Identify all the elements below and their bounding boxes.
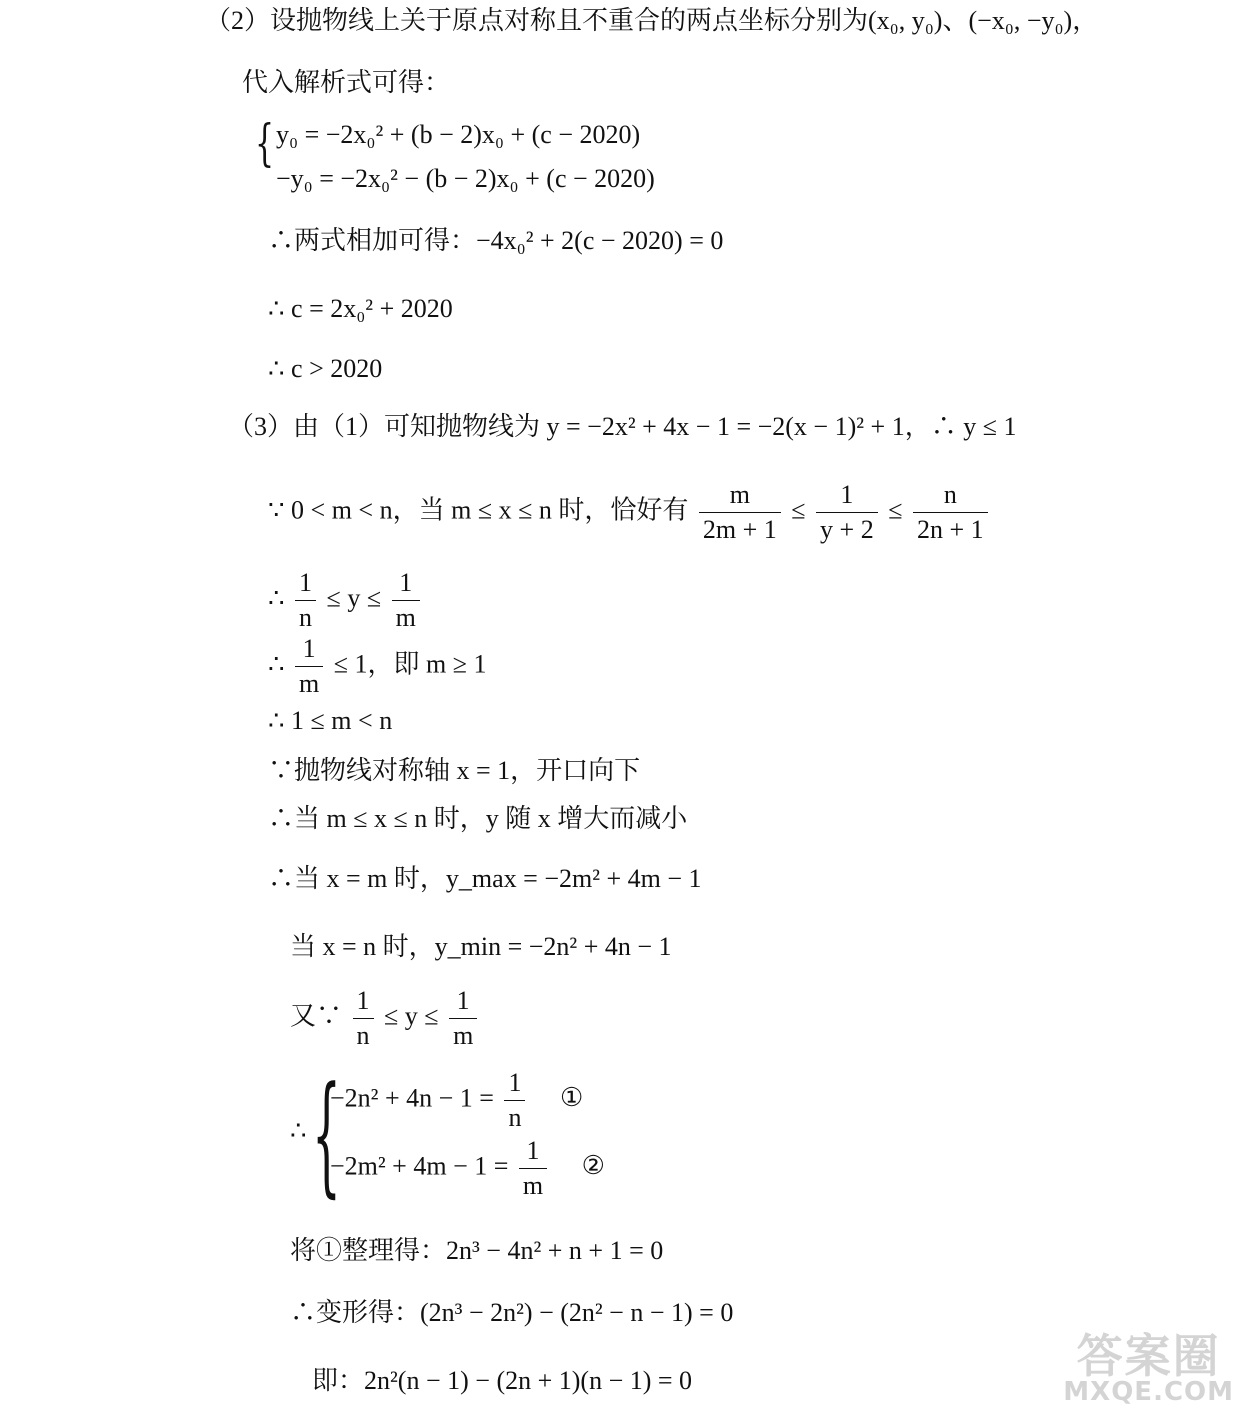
numerator: m — [699, 478, 781, 513]
system2-eq1 — [330, 1066, 583, 1135]
denominator: n — [299, 603, 313, 632]
fraction-1-over-m — [392, 566, 420, 635]
le-sign: ≤ — [791, 495, 806, 525]
system1-eq1: y₀ = −2x₀² + (b − 2)x₀ + (c − 2020) — [276, 120, 641, 149]
rearrange-line: 将①整理得：2n³ − 4n² + n + 1 = 0 — [290, 1236, 664, 1265]
therefore-sign: ∴ — [290, 1116, 307, 1145]
circled-one: ① — [559, 1083, 584, 1113]
range-text: ≤ y ≤ — [384, 1001, 439, 1031]
c-expression: ∴ c = 2x₀² + 2020 — [268, 294, 453, 323]
fraction-1-over-n — [353, 984, 374, 1053]
numerator: 1 — [816, 478, 878, 513]
le-sign: ≤ — [888, 495, 903, 525]
ymin-line: 当 x = n 时，y_min = −2n² + 4n − 1 — [290, 932, 672, 961]
condition-line — [268, 478, 992, 547]
denominator: m — [299, 669, 320, 698]
sum-equation: ∴两式相加可得：−4x₀² + 2(c − 2020) = 0 — [268, 226, 724, 255]
denominator: m — [453, 1021, 474, 1050]
substitute-line: 代入解析式可得： — [242, 68, 451, 97]
denominator: m — [395, 603, 416, 632]
c-inequality: ∴ c > 2020 — [268, 354, 383, 383]
denominator: m — [522, 1171, 544, 1200]
part2-intro: （2）设抛物线上关于原点对称且不重合的两点坐标分别为(x₀, y₀)、(−x₀, −y₀)， — [205, 6, 1099, 35]
part3-intro: （3）由（1）可知抛物线为 y = −2x² + 4x − 1 = −2(x − 1)² + 1，∴ y ≤ 1 — [228, 412, 1017, 441]
ymax-line: ∴当 x = m 时，y_max = −2m² + 4m − 1 — [268, 864, 702, 893]
numerator: 1 — [504, 1066, 525, 1101]
system2-eq2 — [330, 1134, 605, 1203]
denominator: y + 2 — [820, 515, 874, 544]
fraction-1-over-m — [295, 632, 323, 701]
m-bound-line — [268, 632, 487, 701]
fraction-1-over-n — [295, 566, 316, 635]
numerator: 1 — [295, 566, 316, 601]
again-since-text: 又∵ — [290, 1001, 343, 1031]
fraction-1-over-n — [504, 1066, 525, 1135]
transform-line: ∴变形得：(2n³ − 2n²) − (2n² − n − 1) = 0 — [290, 1298, 734, 1327]
numerator: 1 — [392, 566, 420, 601]
denominator: 2m + 1 — [702, 515, 777, 544]
factor-line: 即：2n²(n − 1) − (2n + 1)(n − 1) = 0 — [312, 1366, 693, 1395]
axis-line: ∵抛物线对称轴 x = 1，开口向下 — [268, 756, 641, 785]
therefore-sign: ∴ — [268, 583, 285, 613]
denominator: 2n + 1 — [916, 515, 984, 544]
fraction-n-over-2n1 — [913, 478, 988, 547]
eq2-text: −2m² + 4m − 1 = — [330, 1151, 509, 1181]
range-text: ≤ y ≤ — [326, 583, 382, 613]
system1-eq2: −y₀ = −2x₀² − (b − 2)x₀ + (c − 2020) — [276, 164, 655, 193]
eq1-text: −2n² + 4n − 1 = — [330, 1083, 494, 1113]
left-brace-2: { — [312, 1058, 341, 1210]
m-n-range: ∴ 1 ≤ m < n — [268, 706, 393, 735]
condition-text: ∵ 0 < m < n，当 m ≤ x ≤ n 时，恰好有 — [268, 495, 689, 525]
numerator: n — [913, 478, 988, 513]
watermark-logo — [1063, 1329, 1234, 1407]
fraction-m-over-2m1 — [699, 478, 781, 547]
therefore-sign: ∴ — [268, 649, 285, 679]
left-brace-1: { — [255, 114, 275, 172]
numerator: 1 — [449, 984, 477, 1019]
circled-two: ② — [581, 1151, 605, 1181]
y-range-line — [268, 566, 424, 635]
monotonic-line: ∴当 m ≤ x ≤ n 时，y 随 x 增大而减小 — [268, 804, 688, 833]
denominator: n — [356, 1021, 370, 1050]
watermark-title: 答案圈 — [1076, 1329, 1221, 1383]
denominator: n — [508, 1103, 522, 1132]
m-bound-text: ≤ 1，即 m ≥ 1 — [333, 649, 487, 679]
fraction-1-over-m — [449, 984, 477, 1053]
fraction-1-over-y2 — [816, 478, 878, 547]
fraction-1-over-m — [519, 1134, 547, 1203]
numerator: 1 — [295, 632, 323, 667]
watermark-url: MXQE.COM — [1063, 1377, 1234, 1407]
numerator: 1 — [353, 984, 374, 1019]
again-since-line — [290, 984, 481, 1053]
numerator: 1 — [519, 1134, 547, 1169]
